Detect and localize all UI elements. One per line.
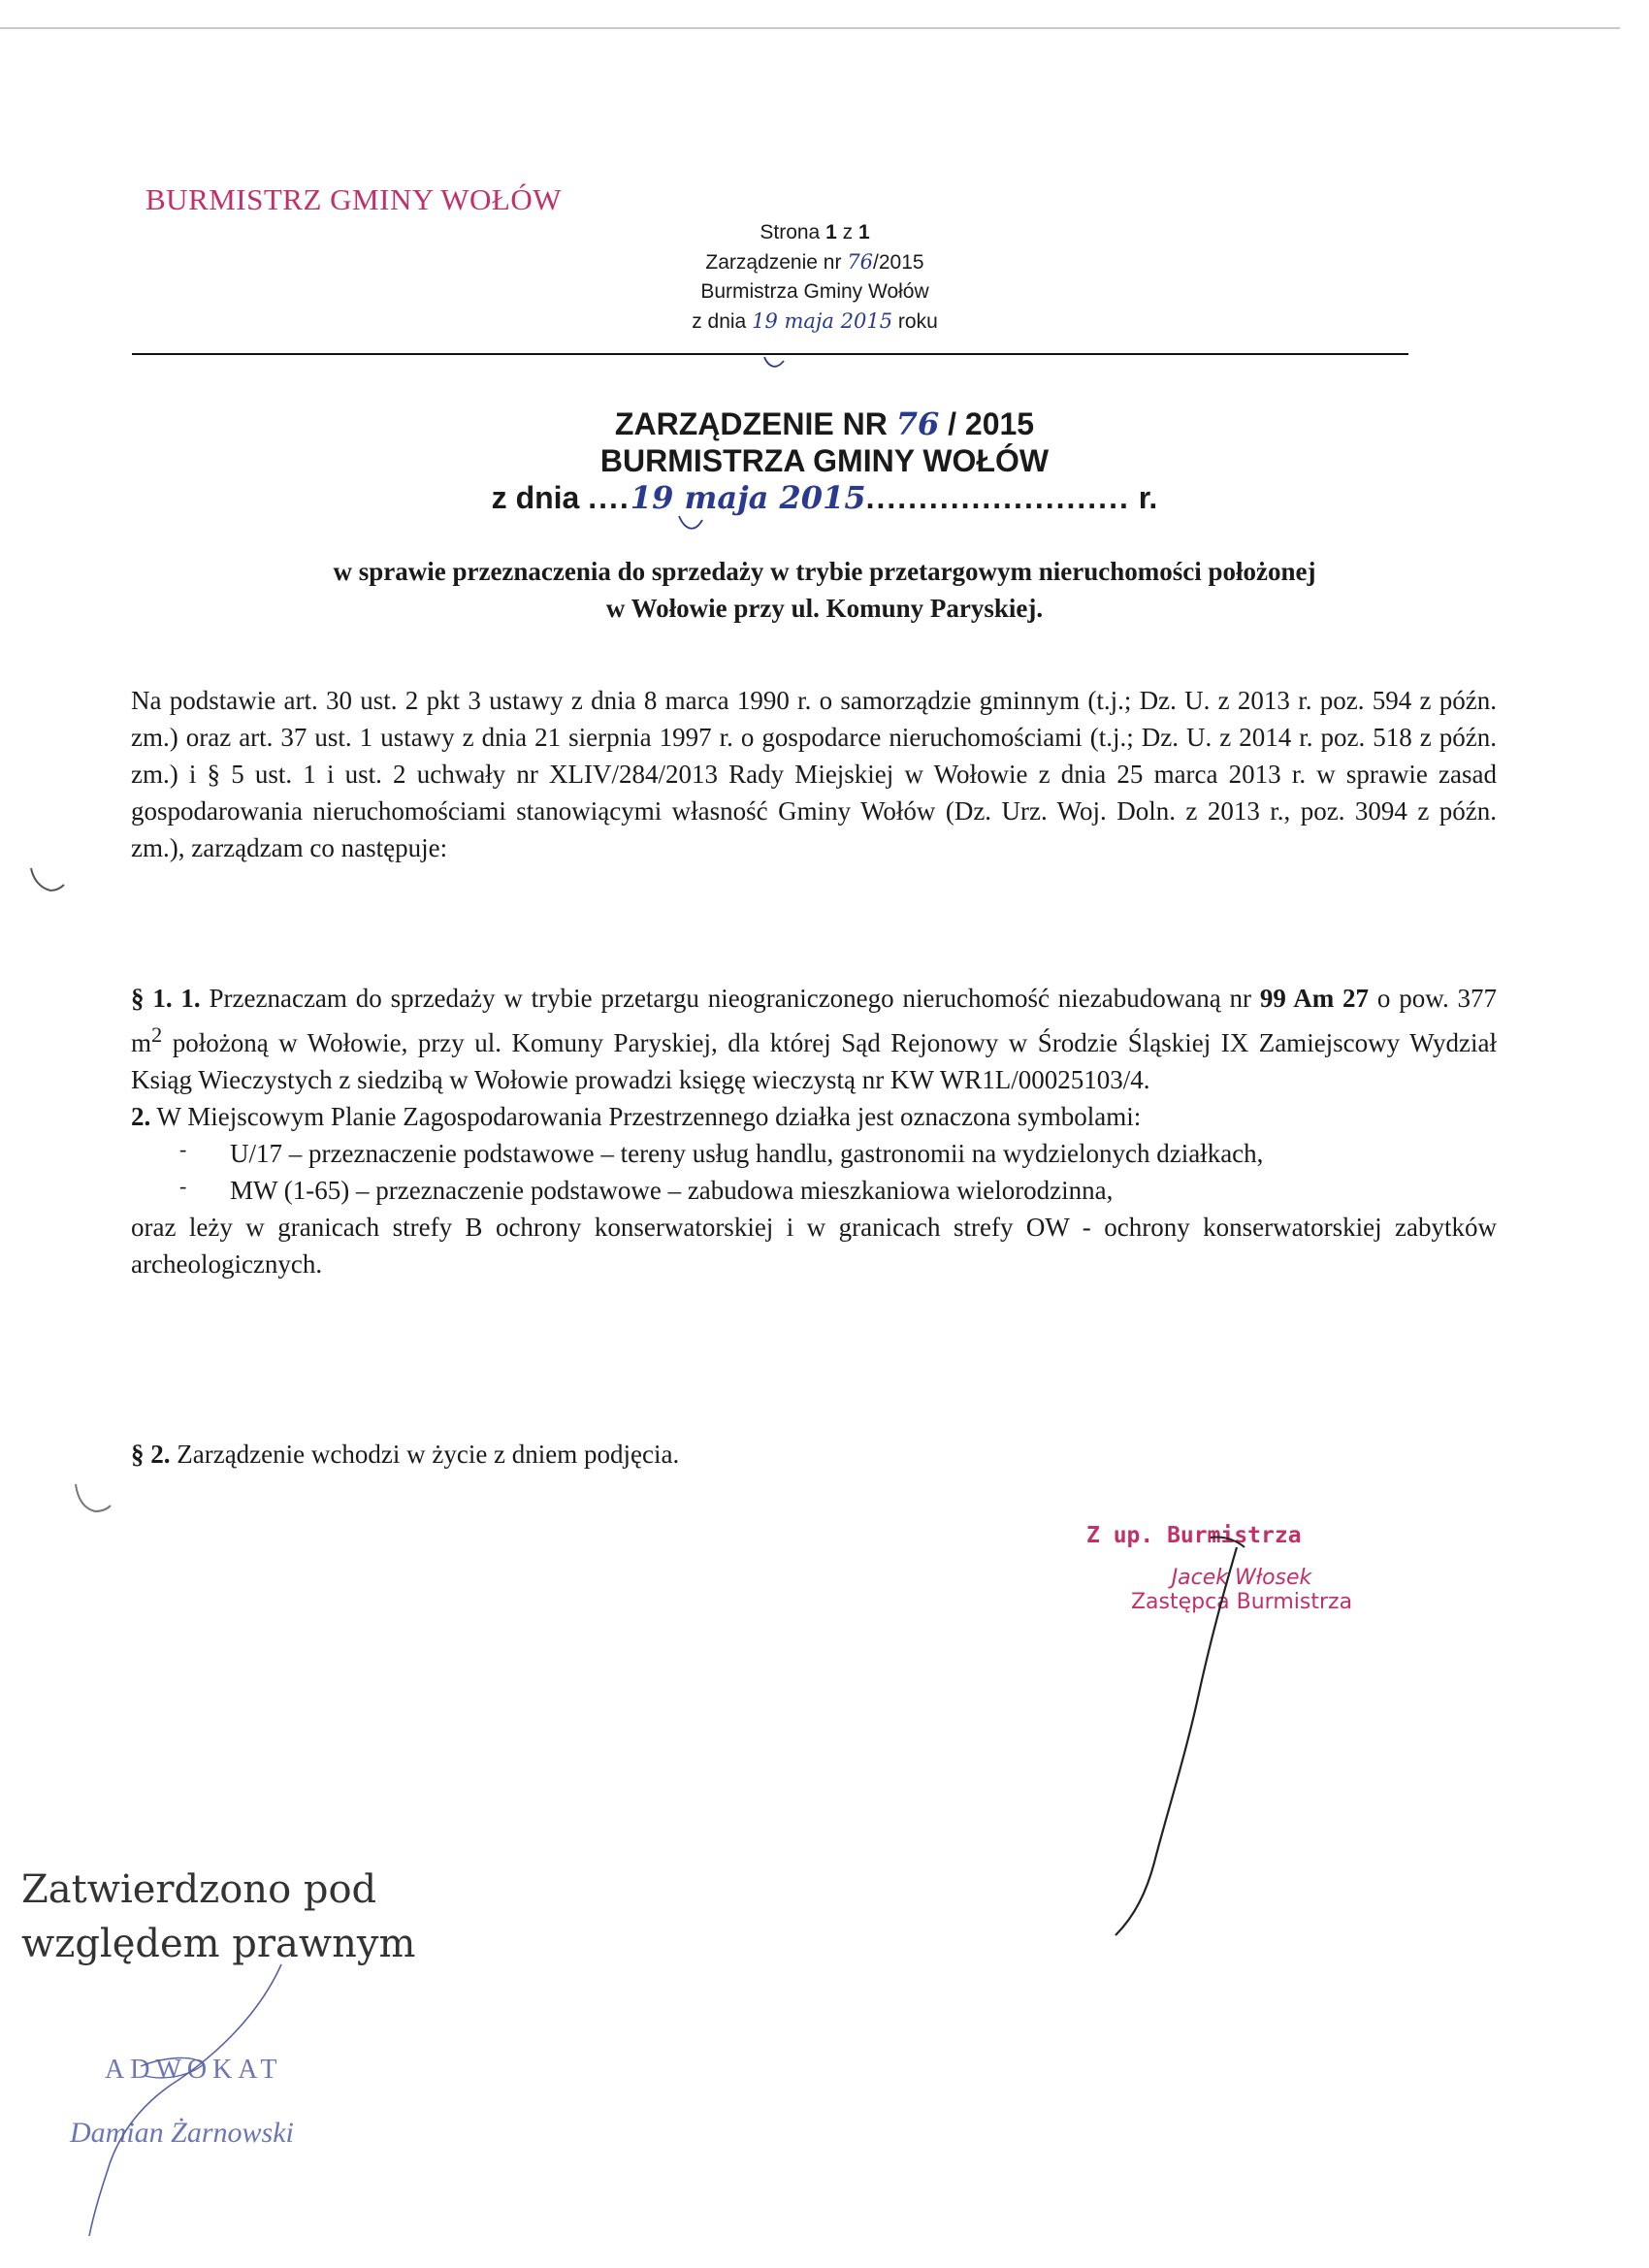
- page-sep: z: [842, 221, 854, 243]
- date-curl: [764, 357, 784, 367]
- ref-number-handwritten: 76: [847, 250, 874, 274]
- office-stamp: BURMISTRZ GMINY WOŁÓW: [146, 182, 562, 216]
- legal-basis-text: Na podstawie art. 30 ust. 2 pkt 3 ustawy z dnia 8 marca 1990 r. o samorządzie gminnym (t.j.; Dz. U. z 2013 r. poz. 594 z późn. zm.) oraz art. 37 ust. 1 ustawy z dnia 21 sierpnia 1997 r. o gospodarce nieruchomościami (t.j.; Dz. U. z 2014 r. poz. 518 z późn. zm.) i § 5 ust. 1 i ust. 2 uchwały nr XLIV/284/2013 Rady Miejskiej w Wołowie z dnia 25 marca 2013 r. w sprawie zasad gospodarowania nieruchomościami stanowiącymi własność Gminy Wołów (Dz. Urz. Woj. Doln. z 2013 r., poz. 3094 z późn. zm.), zarządzam co następuje:: [131, 686, 1497, 862]
- page-prefix: Strona: [760, 221, 821, 243]
- date-handwritten: 19 maja 2015: [752, 309, 893, 333]
- subject: [155, 553, 1494, 627]
- list-item-text: U/17 – przeznaczenie podstawowe – tereny usług handlu, gastronomii na wydzielonych działkach,: [230, 1139, 1264, 1168]
- subject-line-1: w sprawie przeznaczenia do sprzedaży w trybie przetargowym nieruchomości położonej: [333, 557, 1316, 586]
- legal-review-line-2: względem prawnym: [21, 1922, 416, 1966]
- legal-review-line-1: Zatwierdzono pod: [21, 1867, 377, 1912]
- section-1-label: § 1. 1.: [131, 984, 201, 1013]
- area-unit-sup: 2: [151, 1022, 163, 1047]
- title-date-dots: ....: [588, 480, 630, 515]
- signature-stamp-name: Jacek Włosek: [1171, 1566, 1312, 1590]
- title-date-dots-2: .........................: [865, 480, 1130, 515]
- title-line-1: [388, 405, 1261, 442]
- title-date-handwritten: 19 maja 2015: [630, 479, 866, 516]
- list-item-text: MW (1-65) – przeznaczenie podstawowe – zabudowa mieszkaniowa wielorodzinna,: [230, 1176, 1114, 1205]
- list-item: [131, 1172, 1497, 1209]
- title-date-prefix: z dnia: [491, 480, 580, 515]
- legal-review-stamp: [21, 1863, 429, 1971]
- advocate-name: Damian Żarnowski: [70, 2117, 294, 2149]
- signature-stamp-role: Zastępca Burmistrza: [1130, 1590, 1353, 1614]
- issuer: Burmistrza Gminy Wołów: [700, 280, 929, 303]
- signature-stamp-line-1: Z up. Burmistrza: [1086, 1523, 1302, 1548]
- section-2-text: Zarządzenie wchodzi w życie z dniem podjęcia.: [177, 1440, 680, 1469]
- title-date: [492, 479, 1158, 516]
- header-divider: [132, 353, 1408, 355]
- bullet-dash: -: [179, 1174, 187, 1198]
- point-2-text: W Miejscowym Planie Zagospodarowania Przestrzennego działka jest oznaczona symbolami:: [156, 1102, 1142, 1131]
- title-year: / 2015: [948, 406, 1035, 441]
- ordinance-reference: [640, 247, 989, 277]
- section-1-text-b: o pow. 377 m: [131, 984, 1498, 1057]
- ref-prefix: Zarządzenie nr: [705, 251, 842, 274]
- advocate-signature-stroke: [89, 1964, 281, 2236]
- title-date-suffix: r.: [1138, 480, 1158, 515]
- page-current: 1: [825, 221, 837, 243]
- document-title: [388, 405, 1261, 516]
- section-1-closing: oraz leży w granicach strefy B ochrony konserwatorskiej i w granicach strefy OW - ochrony konserwatorskiej zabytków archeologicznych.: [131, 1213, 1497, 1279]
- signature-stamp: [1067, 1523, 1416, 1614]
- section-2: [131, 1436, 1497, 1473]
- margin-mark-2: [76, 1484, 111, 1511]
- page-header: [640, 218, 989, 337]
- section-1-text-c: położoną w Wołowie, przy ul. Komuny Paryskiej, dla której Sąd Rejonowy w Środzie Śląskiej IX Zamiejscowy Wydział Ksiąg Wieczystych z siedzibą w Wołowie prowadzi księgę wieczystą nr KW WR1L/00025103/4.: [131, 1028, 1498, 1094]
- title-line-2: BURMISTRZA GMINY WOŁÓW: [599, 443, 1050, 478]
- bullet-dash: -: [179, 1137, 187, 1161]
- section-1-text-a: Przeznaczam do sprzedaży w trybie przetargu nieograniczonego nieruchomość niezabudowaną nr: [209, 984, 1252, 1013]
- list-item: [131, 1135, 1497, 1172]
- title-prefix: ZARZĄDZENIE NR: [614, 406, 888, 441]
- scan-edge: [0, 27, 1620, 29]
- ref-year: /2015: [873, 251, 924, 274]
- date-curl-2: [679, 516, 702, 529]
- page-total: 1: [857, 221, 870, 243]
- subject-line-2: w Wołowie przy ul. Komuny Paryskiej.: [605, 594, 1044, 623]
- plot-number: 99 Am 27: [1259, 984, 1370, 1013]
- date-suffix: roku: [897, 310, 938, 333]
- section-1-point-1: [131, 980, 1497, 1098]
- header-date: [640, 307, 989, 337]
- legal-basis: [131, 682, 1497, 866]
- date-prefix: z dnia: [692, 310, 747, 333]
- section-1-point-2: [131, 1098, 1497, 1135]
- section-2-label: § 2.: [131, 1440, 171, 1469]
- point-2-label: 2.: [131, 1102, 151, 1131]
- title-number-handwritten: 76: [895, 405, 940, 442]
- advocate-title: ADWOKAT: [105, 2055, 283, 2085]
- page-counter: [640, 218, 989, 247]
- section-1: [131, 980, 1497, 1282]
- margin-mark: [31, 868, 64, 891]
